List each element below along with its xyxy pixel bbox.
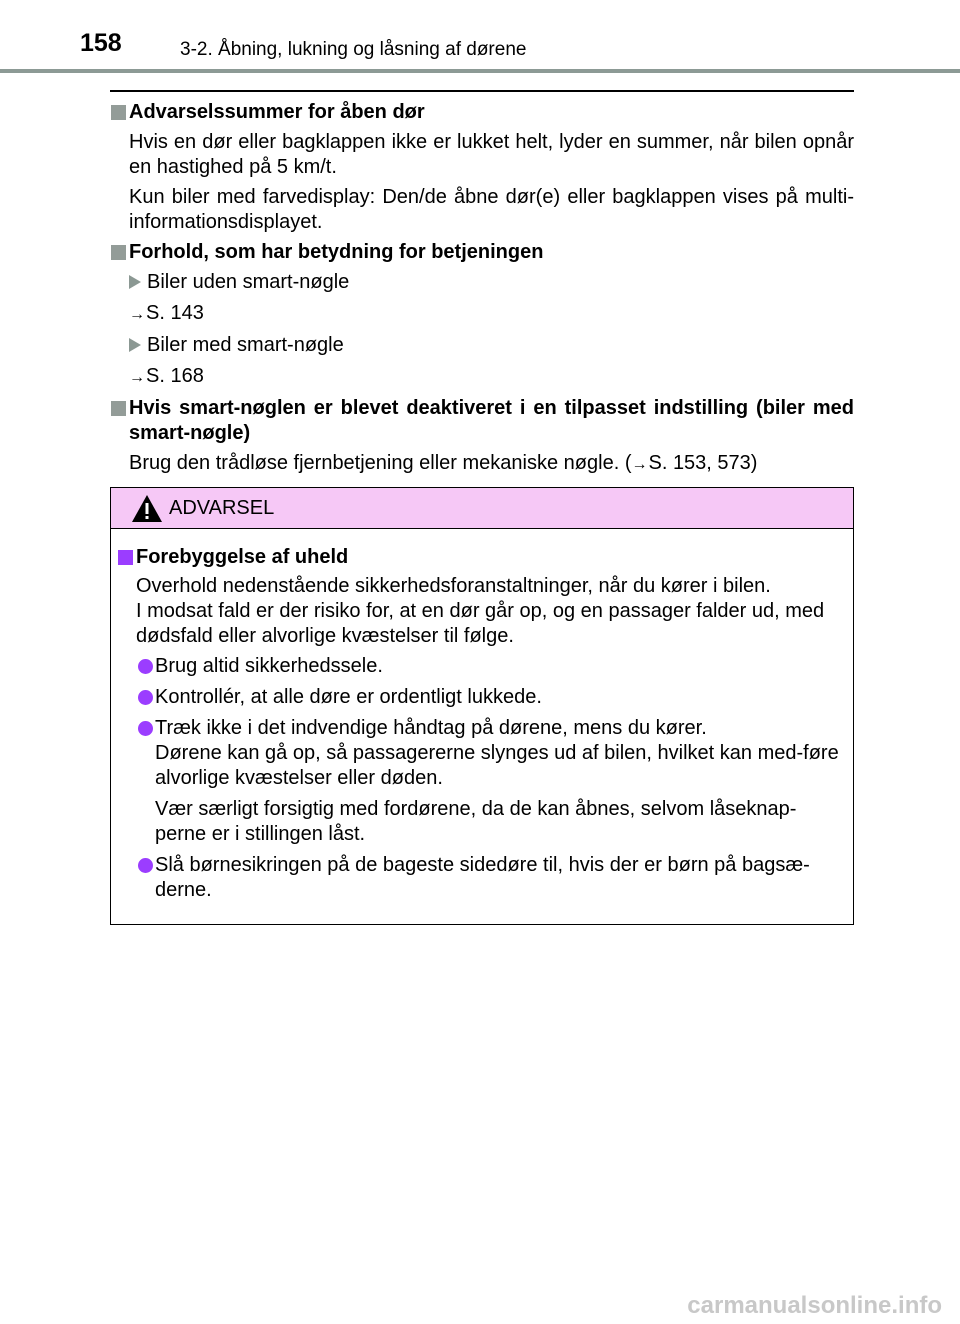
paragraph-text: Brug den trådløse fjernbetjening eller mekaniske nøgle. (: [129, 452, 632, 474]
warning-heading: [118, 545, 845, 570]
bullet-dot-icon: [138, 721, 153, 736]
heading-text: Forebyggelse af uheld: [136, 546, 349, 568]
section-heading: [110, 240, 854, 265]
paragraph: [110, 451, 854, 477]
warning-bullet: [118, 654, 845, 679]
intro-line: Overhold nedenstående sikkerhedsforanstaltninger, når du kører i bilen.: [136, 575, 771, 597]
bullet-dot-icon: [138, 659, 153, 674]
ref-text[interactable]: S. 143: [146, 302, 204, 324]
heading-text: Hvis smart-nøglen er blevet deaktiveret i en tilpasset indstilling (biler med smart-nøgle): [129, 397, 854, 444]
sub-item: [110, 270, 854, 295]
divider: [110, 90, 854, 92]
warning-bullet: [118, 685, 845, 710]
bullet-text: Brug altid sikkerhedssele.: [155, 655, 383, 677]
page-reference[interactable]: [110, 301, 854, 327]
arrow-icon: →: [129, 306, 145, 323]
intro-line: I modsat fald er der risiko for, at en dør går op, og en passager falder ud, med dødsfald eller alvorlige kvæstelser til følge.: [136, 600, 825, 647]
page-number: 158: [80, 29, 122, 57]
square-bullet-icon: [111, 105, 126, 120]
warning-title: ADVARSEL: [169, 497, 275, 519]
bullet-text: Træk ikke i det indvendige håndtag på dørene, mens du kører.: [155, 717, 707, 739]
heading-text: Advarselssummer for åben dør: [129, 101, 425, 123]
page-reference[interactable]: [110, 364, 854, 390]
section-heading: [110, 396, 854, 446]
bullet-text: Vær særligt forsigtig med fordørene, da de kan åbnes, selvom låseknap-perne er i stillingen låst.: [155, 798, 797, 845]
bullet-text: Kontrollér, at alle døre er ordentligt lukkede.: [155, 686, 542, 708]
square-bullet-icon: [111, 245, 126, 260]
warning-header: [111, 488, 853, 529]
warning-intro: [118, 574, 845, 649]
warning-bullet: [118, 853, 845, 903]
paragraph: Hvis en dør eller bagklappen ikke er lukket helt, lyder en summer, når bilen opnår en hastighed på 5 km/t.: [129, 131, 854, 178]
square-bullet-icon: [111, 401, 126, 416]
sub-item: [110, 333, 854, 358]
section-heading: [110, 100, 854, 125]
ref-text[interactable]: S. 153, 573): [648, 452, 758, 474]
warning-box: [110, 487, 854, 925]
triangle-icon: [129, 338, 141, 352]
bullet-dot-icon: [138, 858, 153, 873]
watermark: carmanualsonline.info: [687, 1292, 942, 1319]
sub-item-label: Biler med smart-nøgle: [147, 334, 344, 356]
bullet-text: Slå børnesikringen på de bageste sidedøre til, hvis der er børn på bagsæ-derne.: [155, 854, 810, 901]
main-content: [110, 100, 854, 482]
square-bullet-icon: [118, 550, 133, 565]
warning-triangle-icon: [131, 494, 163, 523]
section-title: 3-2. Åbning, lukning og låsning af dørene: [180, 39, 527, 60]
triangle-icon: [129, 275, 141, 289]
arrow-icon: →: [631, 456, 648, 473]
bullet-text: Dørene kan gå op, så passagererne slynges ud af bilen, hvilket kan med-føre alvorlige kvæstelser eller døden.: [155, 742, 839, 789]
bullet-dot-icon: [138, 690, 153, 705]
sub-item-label: Biler uden smart-nøgle: [147, 271, 350, 293]
warning-bullet: [118, 716, 845, 847]
paragraph: Kun biler med farvedisplay: Den/de åbne dør(e) eller bagklappen vises på multi-informationsdisplayet.: [129, 186, 854, 233]
heading-text: Forhold, som har betydning for betjeningen: [129, 241, 544, 263]
ref-text[interactable]: S. 168: [146, 365, 204, 387]
header-bar: [0, 69, 960, 73]
arrow-icon: →: [129, 369, 145, 386]
